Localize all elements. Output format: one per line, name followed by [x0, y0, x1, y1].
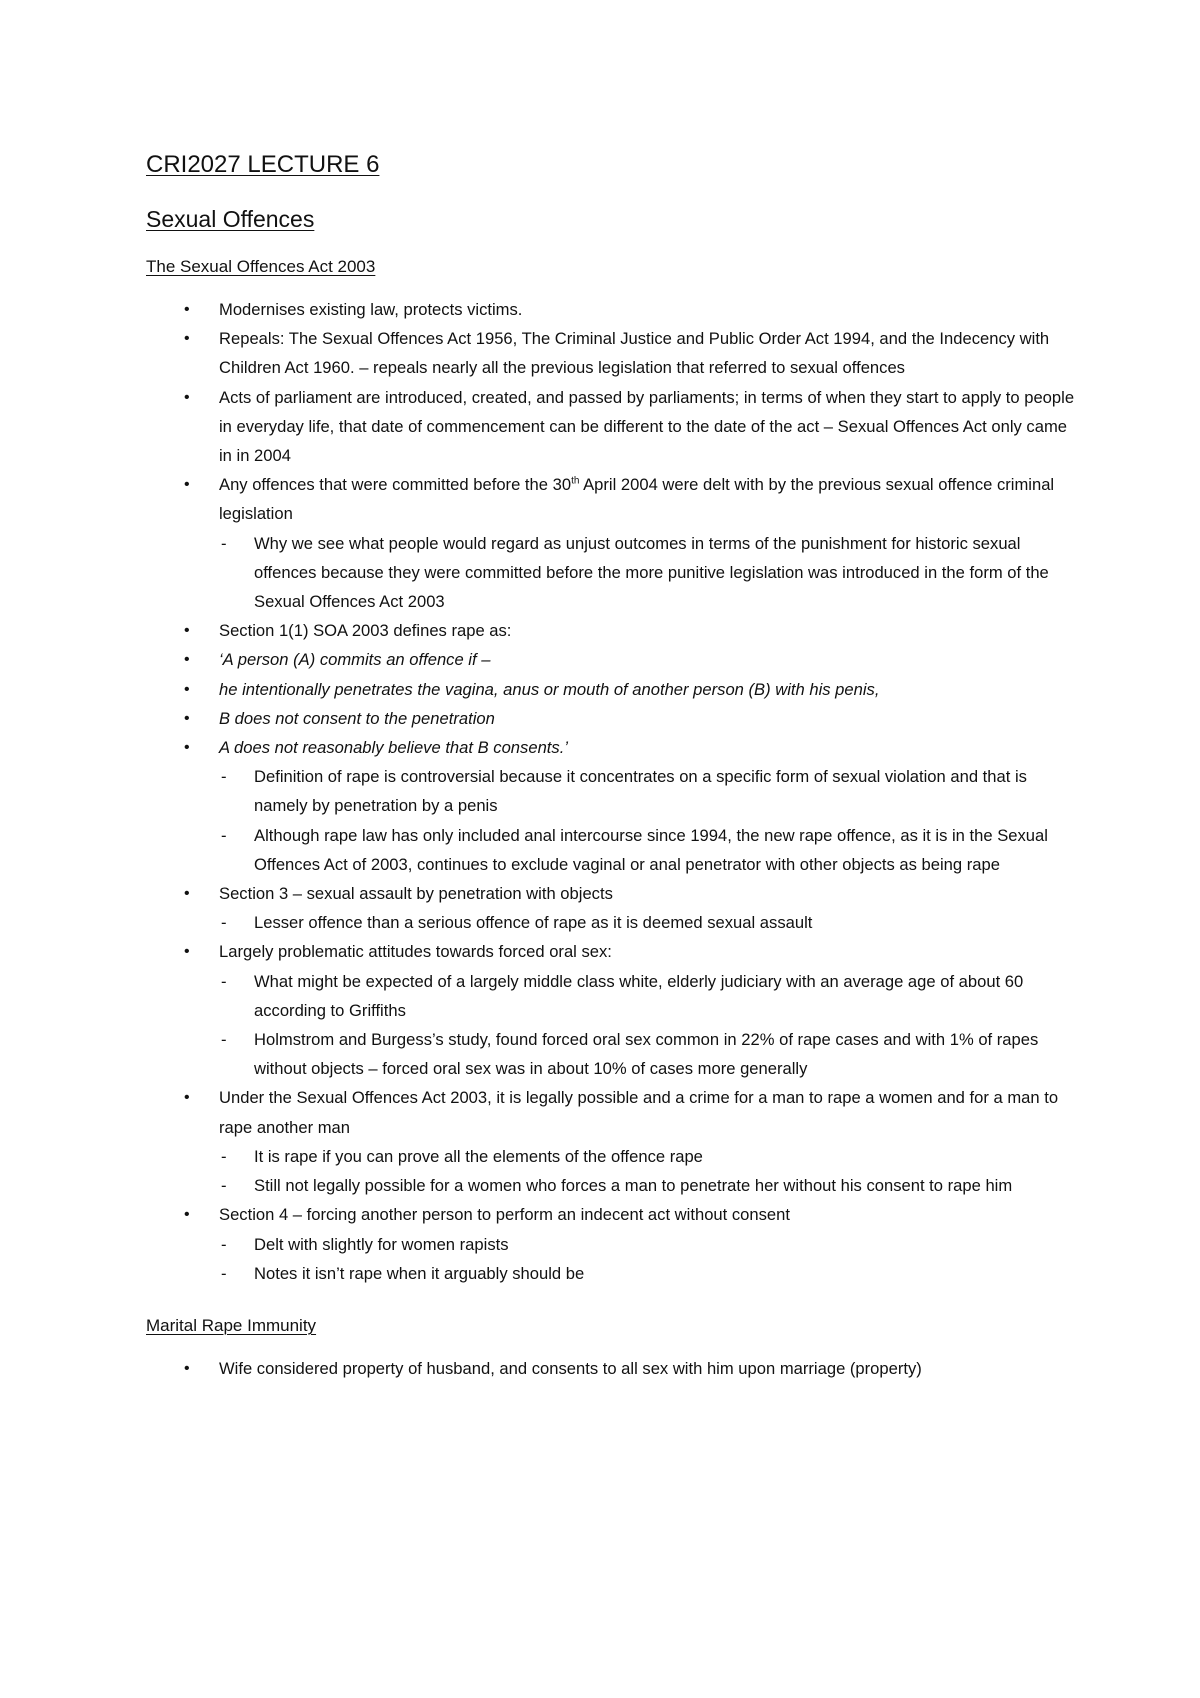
- list-item-text-part: April 2004 were delt with by the previous sexual offence criminal legislation: [219, 475, 1055, 524]
- list-item: [146, 1083, 1076, 1141]
- dash-marker: -: [221, 825, 227, 845]
- sub-list-item-text: Delt with slightly for women rapists: [254, 1234, 509, 1254]
- main-heading: Sexual Offences: [146, 206, 315, 232]
- bullet-marker: •: [184, 739, 190, 757]
- sub-list-item: [146, 1142, 1076, 1171]
- bullet-marker: •: [184, 301, 190, 318]
- bullet-marker: •: [184, 1089, 190, 1107]
- dash-marker: -: [221, 767, 227, 787]
- list-item: [146, 616, 1076, 645]
- sub-list-item: [146, 762, 1076, 820]
- document-content: [146, 148, 1076, 1383]
- list-item-text: Wife considered property of husband, and consents to all sex with him upon marriage (property): [219, 1358, 922, 1378]
- list-item-text: ‘A person (A) commits an offence if –: [219, 650, 491, 670]
- list-item-text: Modernises existing law, protects victims.: [219, 300, 523, 319]
- section-heading-soa-2003: The Sexual Offences Act 2003: [146, 257, 376, 276]
- section-heading-marital-rape-immunity: Marital Rape Immunity: [146, 1315, 317, 1335]
- dash-marker: -: [221, 971, 227, 991]
- sub-list-item: [146, 1171, 1076, 1200]
- list-item-text: he intentionally penetrates the vagina, anus or mouth of another person (B) with his penis,: [219, 679, 880, 699]
- list-item-text: Repeals: The Sexual Offences Act 1956, The Criminal Justice and Public Order Act 1994, and the Indecency with Children Act 1960. – repeals nearly all the previous legislation that referred to sexual offences: [219, 329, 1050, 378]
- list-item: [146, 937, 1076, 966]
- bullet-marker: •: [184, 388, 190, 406]
- sub-list-item-text: Definition of rape is controversial because it concentrates on a specific form of sexual violation and that is namely by penetration by a penis: [254, 767, 1027, 816]
- list-item-text: Under the Sexual Offences Act 2003, it is legally possible and a crime for a man to rape a women and for a man to rape another man: [219, 1088, 1059, 1137]
- bullet-marker: •: [184, 330, 190, 348]
- sub-list-item: [146, 908, 1076, 937]
- list-item: [146, 733, 1076, 762]
- dash-marker: -: [221, 913, 227, 933]
- dash-marker: -: [221, 1234, 227, 1254]
- sub-list-item-text: Why we see what people would regard as unjust outcomes in terms of the punishment for historic sexual offences because they were committed before the more punitive legislation was introduced in the form of the Sexual Offences Act 2003: [254, 533, 1049, 612]
- bullet-marker: •: [184, 1206, 190, 1224]
- list-item-text: B does not consent to the penetration: [219, 708, 495, 728]
- bullet-list-marital-rape: [146, 1354, 1076, 1383]
- sub-list-item-text: Notes it isn’t rape when it arguably should be: [254, 1263, 585, 1283]
- sub-list-item-text: Although rape law has only included anal intercourse since 1994, the new rape offence, as it is in the Sexual Offences Act of 2003, continues to exclude vaginal or anal penetrator with other objects as being rape: [254, 825, 1048, 874]
- list-item-text: Section 1(1) SOA 2003 defines rape as:: [219, 621, 512, 641]
- sub-list-item: [146, 1230, 1076, 1259]
- sub-list-item: [146, 967, 1076, 1025]
- list-item: [146, 645, 1076, 674]
- sub-list-item-text: Lesser offence than a serious offence of rape as it is deemed sexual assault: [254, 913, 813, 933]
- document-title: CRI2027 LECTURE 6: [146, 151, 380, 178]
- list-item-text: [219, 475, 1054, 523]
- dash-marker: -: [221, 1030, 227, 1050]
- bullet-marker: •: [184, 651, 190, 669]
- list-item-text: A does not reasonably believe that B consents.’: [219, 738, 568, 758]
- sub-list-item: [146, 1259, 1076, 1288]
- list-item: [146, 704, 1076, 733]
- sub-list-item-text: Holmstrom and Burgess’s study, found forced oral sex common in 22% of rape cases and with 1% of rapes without objects – forced oral sex was in about 10% of cases more generally: [254, 1030, 1039, 1079]
- bullet-marker: •: [184, 943, 190, 961]
- list-item: [146, 324, 1076, 382]
- list-item-text: Section 3 – sexual assault by penetration with objects: [219, 884, 613, 904]
- list-item: [146, 1200, 1076, 1229]
- list-item: [146, 1354, 1076, 1383]
- bullet-marker: •: [184, 622, 190, 640]
- list-item-text: Section 4 – forcing another person to perform an indecent act without consent: [219, 1205, 790, 1225]
- list-item-text: Acts of parliament are introduced, created, and passed by parliaments; in terms of when they start to apply to people in everyday life, that date of commencement can be different to the date of the act – Sexual Offences Act only came in in 2004: [219, 387, 1075, 466]
- sub-list-item-text: Still not legally possible for a women who forces a man to penetrate her without his consent to rape him: [254, 1176, 1013, 1196]
- bullet-marker: •: [184, 680, 190, 698]
- list-item: [146, 295, 1076, 324]
- list-item: [146, 879, 1076, 908]
- sub-list-item-text: It is rape if you can prove all the elements of the offence rape: [254, 1146, 703, 1166]
- dash-marker: -: [221, 533, 227, 553]
- dash-marker: -: [221, 1263, 227, 1283]
- sub-list-item: [146, 1025, 1076, 1083]
- list-item-text-part: Any offences that were committed before the 30: [219, 475, 572, 495]
- sub-list-item-text: What might be expected of a largely middle class white, elderly judiciary with an average age of about 60 according to Griffiths: [254, 971, 1024, 1020]
- sub-list-item: [146, 821, 1076, 879]
- bullet-marker: •: [184, 1359, 190, 1377]
- list-item: [146, 383, 1076, 471]
- dash-marker: -: [221, 1146, 227, 1166]
- dash-marker: -: [221, 1176, 227, 1196]
- list-item: [146, 675, 1076, 704]
- list-item-text: Largely problematic attitudes towards forced oral sex:: [219, 942, 612, 962]
- superscript-ordinal: th: [571, 475, 580, 487]
- bullet-marker: •: [184, 709, 190, 727]
- bullet-marker: •: [184, 885, 190, 903]
- list-item: [146, 470, 1076, 528]
- bullet-marker: •: [184, 476, 190, 494]
- sub-list-item: [146, 529, 1076, 617]
- bullet-list-soa-2003: [146, 295, 1076, 1288]
